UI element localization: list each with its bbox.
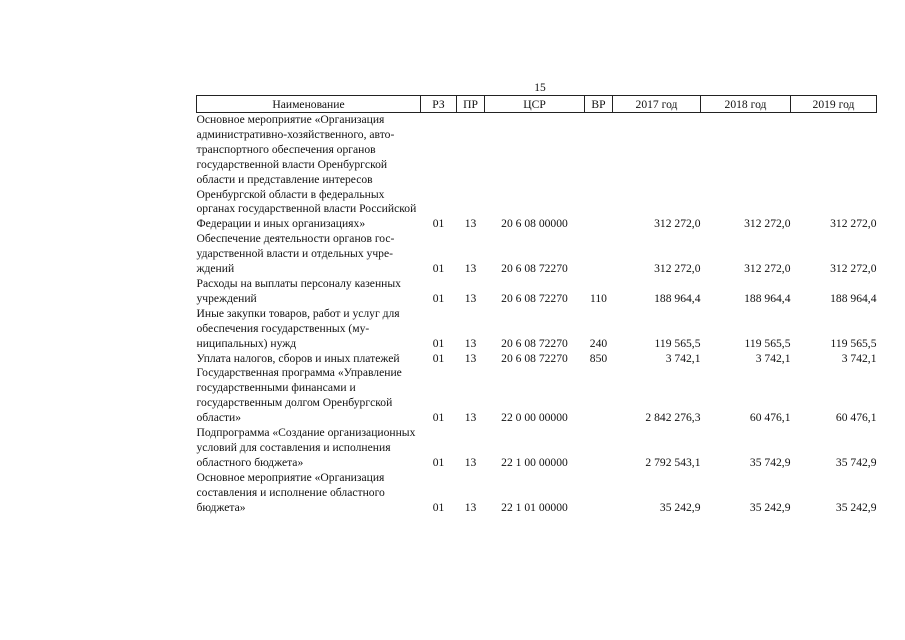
row-value-2017: 312 272,0	[654, 262, 701, 276]
header-row	[197, 96, 877, 113]
row-value-2019: 312 272,0	[830, 217, 877, 231]
row-rz: 01	[432, 351, 445, 365]
row-name: Иные закупки товаров, работ и услуг для обеспечения государственных (муниципальных) нужд	[196, 306, 400, 350]
row-value-2017: 35 242,9	[659, 500, 701, 514]
row-csr: 22 1 00 00000	[501, 455, 568, 469]
header-2018: 2018 год	[701, 96, 791, 113]
header-rz: РЗ	[421, 96, 457, 113]
row-vr	[585, 113, 613, 233]
row-vr	[585, 426, 613, 471]
row-vr: 240	[589, 336, 608, 350]
row-pr: 13	[464, 291, 477, 305]
row-value-2018: 312 272,0	[744, 217, 791, 231]
row-value-2019: 35 242,9	[835, 500, 877, 514]
row-value-2019: 188 964,4	[830, 291, 877, 305]
header-name: Наименование	[197, 96, 421, 113]
row-value-2019: 35 742,9	[835, 455, 877, 469]
row-pr: 13	[464, 500, 477, 514]
row-pr: 13	[464, 262, 477, 276]
row-value-2017: 188 964,4	[654, 291, 701, 305]
row-value-2017: 312 272,0	[654, 217, 701, 231]
row-value-2018: 35 242,9	[749, 500, 791, 514]
row-rz: 01	[432, 455, 445, 469]
row-rz: 01	[432, 411, 445, 425]
row-value-2018: 312 272,0	[744, 262, 791, 276]
budget-table	[196, 95, 877, 515]
table-row	[197, 352, 877, 367]
row-pr: 13	[464, 217, 477, 231]
row-csr: 22 0 00 00000	[501, 411, 568, 425]
row-csr: 20 6 08 72270	[501, 291, 568, 305]
table-body	[197, 113, 877, 516]
row-value-2017: 3 742,1	[665, 351, 701, 365]
header-2019: 2019 год	[791, 96, 877, 113]
row-value-2018: 188 964,4	[744, 291, 791, 305]
row-name: Расходы на выплаты персоналу казенных учреждений	[196, 276, 401, 305]
row-pr: 13	[464, 351, 477, 365]
row-csr: 20 6 08 72270	[501, 262, 568, 276]
row-vr	[585, 232, 613, 277]
row-value-2018: 35 742,9	[749, 455, 791, 469]
row-value-2018: 60 476,1	[749, 411, 791, 425]
table-row	[197, 307, 877, 352]
row-pr: 13	[464, 411, 477, 425]
table-row	[197, 113, 877, 233]
row-name: Подпрограмма «Создание организационных условий для составления и исполнения областного бюджета»	[196, 426, 416, 469]
table-row	[197, 277, 877, 307]
row-value-2018: 119 565,5	[744, 336, 791, 350]
table-row	[197, 366, 877, 426]
header-pr: ПР	[457, 96, 485, 113]
row-rz: 01	[432, 291, 445, 305]
table-row	[197, 471, 877, 516]
row-value-2017: 2 792 543,1	[645, 455, 701, 469]
row-vr: 850	[589, 351, 608, 365]
row-csr: 22 1 01 00000	[501, 500, 568, 514]
row-value-2019: 312 272,0	[830, 262, 877, 276]
row-value-2019: 60 476,1	[835, 411, 877, 425]
row-rz: 01	[432, 262, 445, 276]
header-vr: ВР	[585, 96, 613, 113]
row-value-2019: 119 565,5	[830, 336, 877, 350]
row-value-2019: 3 742,1	[841, 351, 877, 365]
row-name: Основное мероприятие «Организация административно-хозяйственного, автотранспортного обеспечения органов государственной власти Оренбургской области и представление интересов Оренбургской области в федеральных органах государственной власти Российской Федерации и иных организациях»	[196, 113, 417, 231]
row-value-2018: 3 742,1	[755, 351, 791, 365]
row-rz: 01	[432, 336, 445, 350]
row-value-2017: 2 842 276,3	[645, 411, 701, 425]
page-number: 15	[534, 82, 546, 94]
table-row	[197, 426, 877, 471]
row-pr: 13	[464, 336, 477, 350]
row-vr	[585, 471, 613, 516]
row-csr: 20 6 08 00000	[501, 217, 568, 231]
table-row	[197, 232, 877, 277]
header-csr: ЦСР	[485, 96, 585, 113]
row-rz: 01	[432, 217, 445, 231]
row-pr: 13	[464, 455, 477, 469]
row-name: Обеспечение деятельности органов государственной власти и отдельных учреждений	[196, 232, 395, 276]
row-csr: 20 6 08 72270	[501, 336, 568, 350]
row-vr	[585, 366, 613, 426]
header-2017: 2017 год	[613, 96, 701, 113]
row-name: Основное мероприятие «Организация составления и исполнение областного бюджета»	[196, 470, 385, 514]
table-header	[197, 96, 877, 113]
row-value-2017: 119 565,5	[654, 336, 701, 350]
row-vr: 110	[590, 291, 607, 305]
row-csr: 20 6 08 72270	[501, 351, 568, 365]
row-rz: 01	[432, 500, 445, 514]
row-name: Государственная программа «Управление государственными финансами и государственным долгом Оренбургской области»	[196, 366, 402, 425]
row-name: Уплата налогов, сборов и иных платежей	[196, 351, 400, 365]
